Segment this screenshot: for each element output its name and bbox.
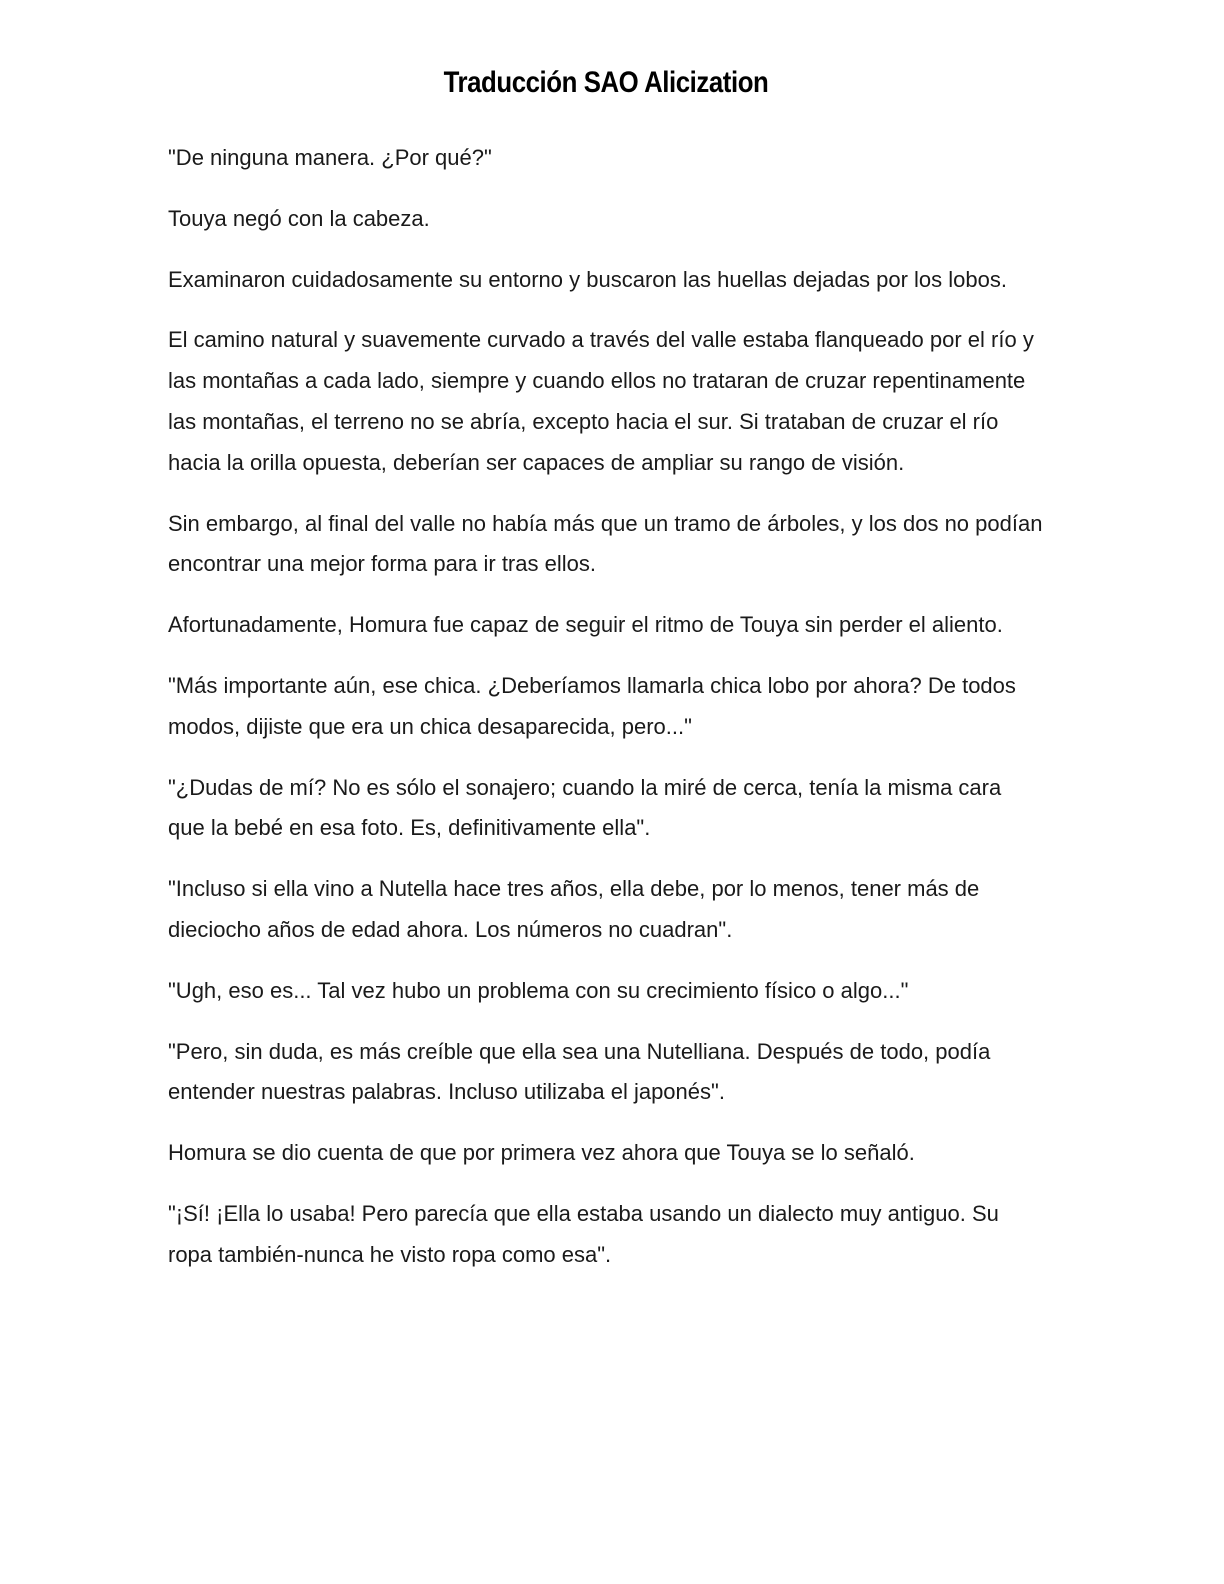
paragraph: "¡Sí! ¡Ella lo usaba! Pero parecía que ella estaba usando un dialecto muy antiguo. Su ropa también-nunca he visto ropa como esa". bbox=[168, 1200, 999, 1267]
paragraph: "De ninguna manera. ¿Por qué?" bbox=[168, 145, 492, 170]
paragraph: Homura se dio cuenta de que por primera vez ahora que Touya se lo señaló. bbox=[168, 1140, 915, 1166]
paragraph: El camino natural y suavemente curvado a través del valle estaba flanqueado por el río y las montañas a cada lado, siempre y cuando ellos no trataran de cruzar repentinamente las montañas, el terreno no se abría, excepto hacia el sur. Si trataban de cruzar el río hacia la orilla opuesta, deberían ser capaces de ampliar su rango de visión. bbox=[168, 327, 1034, 475]
document-title: Traducción SAO Alicization bbox=[443, 66, 769, 99]
paragraph: "Pero, sin duda, es más creíble que ella sea una Nutelliana. Después de todo, podía entender nuestras palabras. Incluso utilizaba el japonés". bbox=[168, 1038, 991, 1105]
paragraph: "¿Dudas de mí? No es sólo el sonajero; cuando la miré de cerca, tenía la misma cara que la bebé en esa foto. Es, definitivamente ella". bbox=[168, 774, 1002, 841]
paragraph: "Más importante aún, ese chica. ¿Deberíamos llamarla chica lobo por ahora? De todos modos, dijiste que era un chica desaparecida, pero..." bbox=[168, 672, 1016, 739]
paragraph: Touya negó con la cabeza. bbox=[168, 205, 430, 231]
paragraph: "Incluso si ella vino a Nutella hace tres años, ella debe, por lo menos, tener más de dieciocho años de edad ahora. Los números no cuadran". bbox=[168, 876, 980, 942]
paragraph: Afortunadamente, Homura fue capaz de seguir el ritmo de Touya sin perder el aliento. bbox=[168, 612, 1003, 638]
paragraph: Sin embargo, al final del valle no había más que un tramo de árboles, y los dos no podían encontrar una mejor forma para ir tras ellos. bbox=[168, 510, 1043, 577]
paragraph: "Ugh, eso es... Tal vez hubo un problema con su crecimiento físico o algo..." bbox=[168, 977, 909, 1003]
document-body bbox=[168, 138, 1043, 1296]
paragraph: Examinaron cuidadosamente su entorno y buscaron las huellas dejadas por los lobos. bbox=[168, 266, 1007, 292]
